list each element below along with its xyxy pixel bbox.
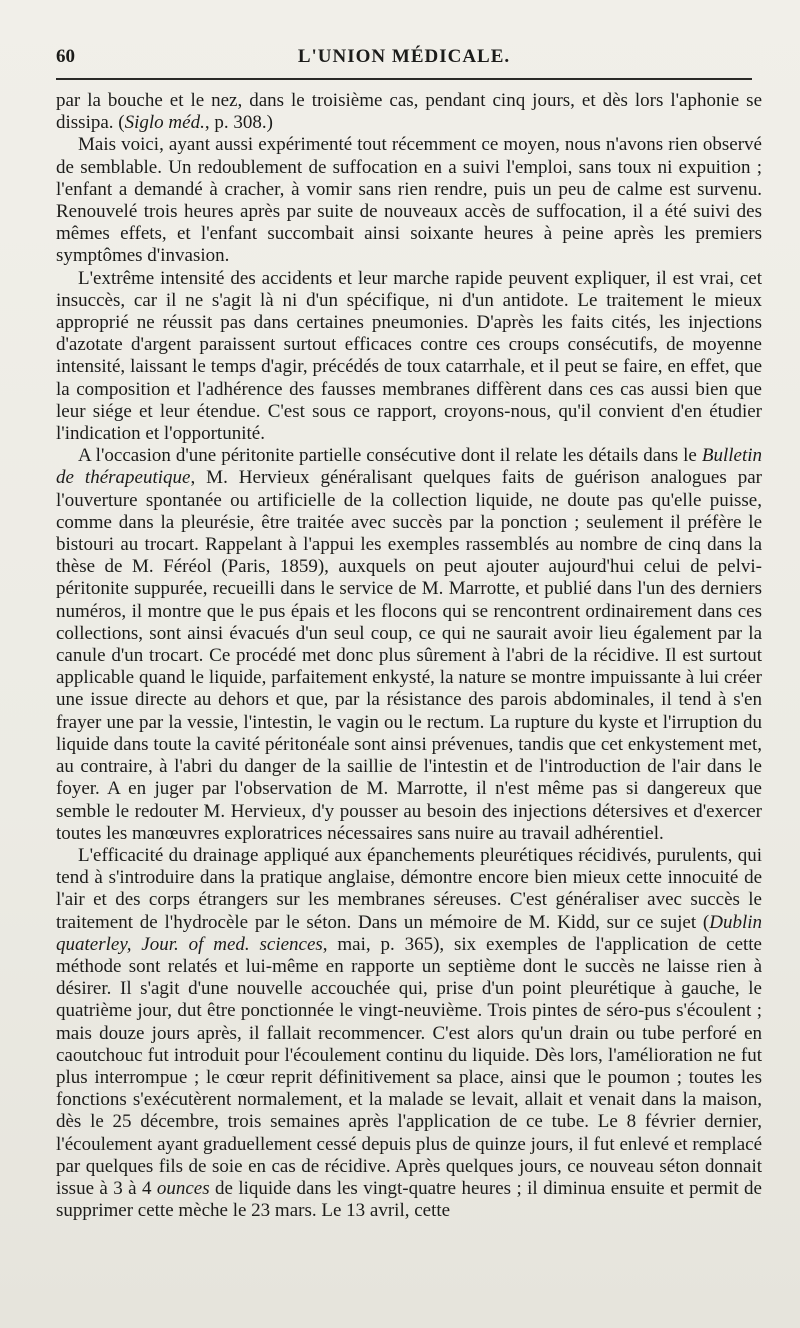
running-title: L'UNION MÉDICALE. bbox=[297, 46, 511, 67]
text-run: , mai, p. 365), six exemples de l'application de cette méthode sont relatés et lui-même en rapporte un septième dont le succès ne laisse rien à désirer. Il s'agit d'une nouvelle accouchée qui, prise d'un point pleurétique à gauche, le quatrième jour, dut être ponctionnée le vingt-neuvième. Trois pintes de séro-pus s'écoulent ; mais douze jours après, il fallait recommencer. C'est alors qu'un drain ou tube perforé en caoutchouc fut introduit pour l'écoulement continu du liquide. Dès lors, l'amélioration ne fut plus interrompue ; le cœur reprit définitivement sa place, ainsi que le poumon ; toutes les fonctions s'exécutèrent normalement, et la malade se levait, allait et venait dans la maison, dès le 25 décembre, trois semaines après l'application de ce tube. Le 8 février dernier, l'écoulement ayant graduellement cessé depuis plus de quinze jours, il fut enlevé et remplacé par quelques fils de soie en cas de récidive. Après quelques jours, ce nouveau séton donnait issue à 3 à 4 bbox=[56, 933, 762, 1199]
text-run: de liquide dans les vingt-quatre heures ; il diminua ensuite et permit de supprimer cette mèche le 23 mars. Le 13 avril, cette bbox=[56, 1177, 762, 1222]
text-run: par la bouche et le nez, dans le troisième cas, pendant cinq jours, et dès lors l'aphonie se dissipa. ( bbox=[56, 90, 762, 134]
text-run: L'extrême intensité des accidents et leur marche rapide peuvent expliquer, il est vrai, cet insuccès, car il ne s'agit là ni d'un spécifique, ni d'un antidote. Le traitement le mieux approprié ne réussit pas dans certaines pneumonies. D'après les faits cités, les injections d'azotate d'argent paraissent surtout efficaces contre ces croups consécutifs, de moyenne intensité, laissant le temps d'agir, précédés de toux catarrhale, et il peut se faire, en effet, que la composition et l'adhérence des fausses membranes diffèrent dans ces cas aussi bien que leur siége et leur étendue. C'est sous ce rapport, croyons-nous, qu'il convient d'en étudier l'indication et l'opportunité. bbox=[56, 267, 762, 445]
page-number: 60 bbox=[56, 46, 75, 67]
paragraph bbox=[56, 845, 762, 1222]
text-run: , p. 308.) bbox=[204, 112, 273, 134]
italic-citation: Siglo méd. bbox=[124, 112, 205, 134]
text-run: L'efficacité du drainage appliqué aux épanchements pleurétiques récidivés, purulents, qui tend à s'introduire dans la pratique anglaise, démontre encore bien mieux cette innocuité de l'air et des corps étrangers sur les membranes séreuses. C'est généraliser avec succès le traitement de l'hydrocèle par le séton. Dans un mémoire de M. Kidd, sur ce sujet ( bbox=[56, 844, 762, 933]
text-run: Mais voici, ayant aussi expérimenté tout récemment ce moyen, nous n'avons rien observé de semblable. Un redoublement de suffocation en a suivi l'emploi, sans toux ni expuition ; l'enfant a demandé à cracher, à vomir sans rien rendre, puis un peu de calme est survenu. Renouvelé trois heures après par suite de nouveaux accès de suffocation, il a été suivi des mêmes effets, et l'enfant succombait ainsi soixante heures à peine après les premiers symptômes d'invasion. bbox=[56, 134, 762, 267]
text-run: , M. Hervieux généralisant quelques faits de guérison analogues par l'ouverture spontanée ou artificielle de la collection liquide, ne doute pas qu'elle puisse, comme dans la pleurésie, être traitée avec succès par la ponction ; seulement il préfère le bistouri au trocart. Rappelant à l'appui les exemples rassemblés au nombre de cinq dans la thèse de M. Féréol (Paris, 1859), auxquels on peut ajouter aujourd'hui celui de pelvi-péritonite suppurée, recueilli dans le service de M. Marrotte, et publié dans l'un des derniers numéros, il montre que le pus épais et les flocons qui se rencontrent ordinairement dans ces collections, sont ainsi évacués d'un seul coup, ce qui ne saurait avoir lieu également par la canule d'un trocart. Ce procédé met donc plus sûrement à l'abri de la récidive. Il est surtout applicable quand le liquide, parfaitement enkysté, la nature se montre impuissante à lui créer une issue directe au dehors et que, par la résistance des parois abdominales, il tend à s'en frayer une par la vessie, l'intestin, le vagin ou le rectum. La rupture du kyste et l'irruption du liquide dans toute la cavité péritonéale sont ainsi prévenues, tandis que cet enkystement met, au contraire, à l'abri du danger de la saillie de l'intestin et de l'introduction de l'air dans le foyer. A en juger par l'observation de M. Marrotte, il n'est même pas si dangereux que semble le redouter M. Hervieux, d'y pousser au besoin des injections détersives et d'exercer toutes les manœuvres exploratrices nécessaires sans nuire au travail adhérentiel. bbox=[56, 467, 762, 844]
italic-citation: ounces bbox=[156, 1177, 210, 1199]
italic-citation: Bulletin de thérapeutique bbox=[56, 445, 762, 489]
paragraph bbox=[56, 90, 762, 134]
body-text bbox=[56, 90, 762, 1222]
page-header bbox=[56, 46, 752, 76]
italic-citation: Dublin quaterley, Jour. of med. sciences bbox=[56, 911, 762, 955]
header-rule bbox=[56, 78, 752, 80]
paragraph bbox=[56, 445, 762, 845]
paragraph bbox=[56, 134, 762, 267]
paragraph bbox=[56, 268, 762, 446]
text-run: A l'occasion d'une péritonite partielle consécutive dont il relate les détails dans le bbox=[78, 445, 702, 467]
